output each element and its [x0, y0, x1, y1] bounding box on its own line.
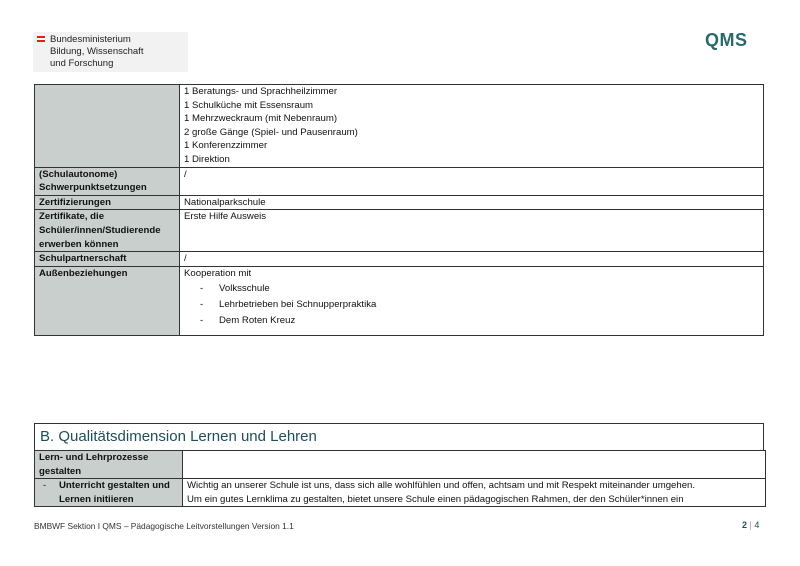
list-item: - Lehrbetrieben bei Schnupperpraktika — [200, 297, 759, 313]
table-row — [35, 266, 764, 335]
austrian-flag-icon — [37, 36, 45, 42]
rooms-line: 1 Konferenzzimmer — [184, 140, 268, 152]
row-label-aussenbeziehungen: Außenbeziehungen — [35, 266, 180, 335]
rooms-value-cell — [180, 85, 764, 168]
rooms-line: 1 Mehrzweckraum (mit Nebenraum) — [184, 113, 338, 125]
table-row — [35, 167, 764, 195]
list-item: - Volksschule — [200, 281, 759, 297]
rooms-label-cell — [35, 85, 180, 168]
row-label-unterricht: - Unterricht gestalten und Lernen initiieren — [35, 479, 183, 507]
rooms-line: 1 Schulküche mit Essensraum — [184, 99, 314, 111]
section-b-title: B. Qualitätsdimension Lernen und Lehren — [34, 423, 764, 451]
row-label-schulpartnerschaft: Schulpartnerschaft — [35, 252, 180, 267]
row-value-zertifizierungen: Nationalparkschule — [180, 195, 764, 210]
row-value-lernprozesse — [183, 451, 766, 479]
aussen-intro: Kooperation mit — [184, 267, 252, 279]
ministry-name-line-2: Bildung, Wissenschaft — [50, 46, 144, 57]
list-item: - Dem Roten Kreuz — [200, 313, 759, 329]
row-label-zertifikate: Zertifikate, die Schüler/innen/Studierende erwerben können — [35, 210, 180, 252]
section-b-table — [34, 450, 766, 507]
table-row — [35, 210, 764, 252]
row-value-zertifikate: Erste Hilfe Ausweis — [180, 210, 764, 252]
page-current: 2 — [742, 520, 748, 530]
unterricht-text-line: Wichtig an unserer Schule ist uns, dass sich alle wohlfühlen und offen, achtsam und mit Respekt miteinander umgehen. — [187, 480, 696, 492]
row-label-lernprozesse: Lern- und Lehrprozesse gestalten — [35, 451, 183, 479]
table-row — [35, 252, 764, 267]
aussen-list — [184, 281, 759, 329]
table-row — [35, 479, 766, 507]
ministry-logo — [33, 32, 188, 72]
page-total: 4 — [754, 520, 760, 530]
unterricht-text-line: Um ein gutes Lernklima zu gestalten, bietet unsere Schule einen pädagogischen Rahmen, der den Schüler*innen ein — [187, 493, 684, 505]
table-row — [35, 451, 766, 479]
footer-text: BMBWF Sektion I QMS – Pädagogische Leitvorstellungen Version 1.1 — [34, 521, 294, 531]
rooms-line: 1 Direktion — [184, 153, 230, 165]
rooms-line: 1 Beratungs- und Sprachheilzimmer — [184, 86, 338, 97]
row-label-zertifizierungen: Zertifizierungen — [35, 195, 180, 210]
rooms-line: 2 große Gänge (Spiel- und Pausenraum) — [184, 126, 358, 138]
row-label-schwerpunkt: (Schulautonome) Schwerpunktsetzungen — [35, 167, 180, 195]
section-b — [34, 423, 764, 507]
table-row — [35, 85, 764, 168]
row-value-aussenbeziehungen — [180, 266, 764, 335]
table-row — [35, 195, 764, 210]
qms-logo: QMS — [705, 30, 748, 50]
school-info-table — [34, 84, 764, 336]
row-value-unterricht — [183, 479, 766, 507]
row-value-schwerpunkt: / — [180, 167, 764, 195]
page-number: 2 | 4 — [742, 520, 760, 530]
row-value-schulpartnerschaft: / — [180, 252, 764, 267]
ministry-name-line-3: und Forschung — [50, 58, 114, 69]
ministry-name-line-1: Bundesministerium — [50, 34, 131, 45]
